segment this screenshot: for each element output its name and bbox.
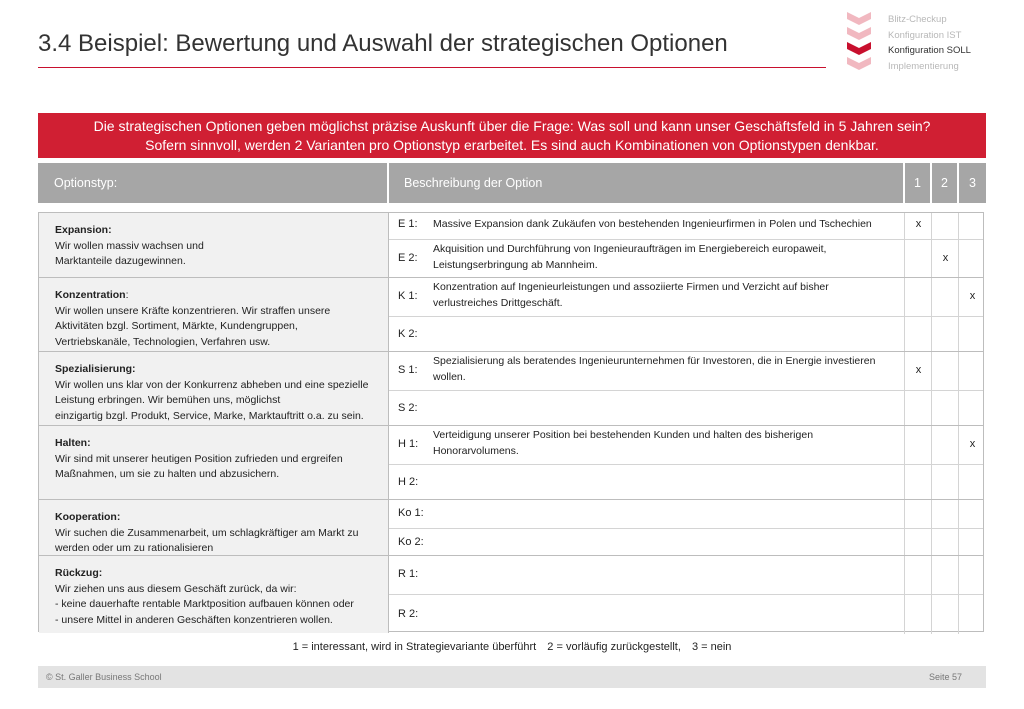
column-divider	[958, 352, 959, 390]
column-divider	[958, 391, 959, 426]
option-row	[389, 213, 983, 239]
option-type-title	[55, 223, 378, 239]
option-row	[389, 528, 983, 556]
column-divider	[904, 465, 905, 500]
option-description	[433, 242, 893, 273]
rating-legend	[0, 641, 1024, 653]
option-description-line: verlustreiches Drittgeschäft.	[433, 296, 563, 309]
column-divider	[904, 556, 905, 594]
option-code: H 1:	[398, 438, 419, 450]
table-row	[39, 213, 983, 277]
title-divider	[38, 67, 826, 68]
option-description	[433, 428, 893, 459]
column-divider	[931, 529, 932, 556]
option-type-title	[55, 566, 378, 582]
option-row	[389, 594, 983, 634]
column-divider	[904, 278, 905, 316]
legend-item: 3 = nein	[691, 641, 732, 653]
header-col-2: 2	[932, 163, 957, 203]
table-row	[39, 277, 983, 351]
option-description-line: Honorarvolumens.	[433, 444, 519, 457]
chevron-icon	[847, 42, 871, 55]
column-divider	[931, 426, 932, 464]
option-row	[389, 464, 983, 500]
column-divider	[958, 595, 959, 634]
chevron-icon	[847, 27, 871, 40]
option-type-description: Aktivitäten bzgl. Sortiment, Märkte, Kundengruppen,	[55, 320, 298, 332]
option-type-title	[55, 510, 378, 526]
option-row	[389, 239, 983, 277]
nav-item-konfiguration-ist[interactable]: Konfiguration IST	[888, 29, 962, 41]
header-beschreibung: Beschreibung der Option	[389, 163, 903, 203]
header-col-3: 3	[959, 163, 986, 203]
column-divider	[904, 426, 905, 464]
header-col-1: 1	[905, 163, 930, 203]
option-type-title-text: Spezialisierung:	[55, 363, 136, 375]
option-type-cell	[39, 352, 389, 425]
page-title: 3.4 Beispiel: Bewertung und Auswahl der strategischen Optionen	[38, 30, 728, 57]
option-type-title-text: Kooperation:	[55, 511, 121, 523]
column-divider	[958, 426, 959, 464]
column-divider	[958, 213, 959, 239]
column-divider	[904, 317, 905, 352]
process-nav	[888, 12, 971, 74]
header-optionstyp: Optionstyp:	[38, 163, 387, 203]
option-code: Ko 1:	[398, 507, 424, 519]
rating-mark: x	[969, 438, 976, 450]
column-divider	[931, 317, 932, 352]
option-code: S 2:	[398, 402, 418, 414]
column-divider	[931, 500, 932, 528]
option-type-description: - keine dauerhafte rentable Marktposition aufbauen können oder	[55, 598, 354, 610]
option-row	[389, 352, 983, 390]
column-divider	[958, 240, 959, 277]
option-type-title	[55, 288, 378, 304]
option-type-description: einzigartig bzgl. Produkt, Service, Marke, Marktauftritt o.a. zu sein.	[55, 409, 364, 422]
option-type-cell	[39, 426, 389, 499]
column-divider	[958, 529, 959, 556]
column-divider	[904, 500, 905, 528]
option-row	[389, 426, 983, 464]
option-description	[433, 354, 893, 385]
chevron-icon	[847, 12, 871, 25]
option-type-description: Wir wollen uns klar von der Konkurrenz abheben und eine spezielle	[55, 378, 369, 391]
option-description-line: Konzentration auf Ingenieurleistungen und assoziierte Firmen und Verzicht auf bisher	[433, 281, 829, 293]
option-row	[389, 390, 983, 426]
option-type-description: Vertriebskanäle, Technologien, Verfahren usw.	[55, 335, 271, 348]
option-type-title	[55, 436, 378, 452]
option-type-title-text: Rückzug:	[55, 567, 103, 579]
footer-copyright: © St. Galler Business School	[46, 672, 162, 682]
column-divider	[958, 465, 959, 500]
option-type-cell	[39, 556, 389, 633]
option-type-description: Maßnahmen, um sie zu halten und abzusichern.	[55, 468, 280, 480]
option-type-description: Wir suchen die Zusammenarbeit, um schlagkräftiger am Markt zu	[55, 526, 359, 539]
legend-item: 2 = vorläufig zurückgestellt,	[547, 641, 681, 653]
table-row	[39, 555, 983, 633]
option-type-cell	[39, 500, 389, 555]
option-description-line: Verteidigung unserer Position bei bestehenden Kunden und halten des bisherigen	[433, 429, 814, 441]
column-divider	[931, 391, 932, 426]
option-code: H 2:	[398, 476, 419, 488]
option-code: S 1:	[398, 364, 418, 376]
option-type-description: Leistung erbringen. Wir bemühen uns, möglichst	[55, 394, 281, 406]
column-divider	[958, 556, 959, 594]
rating-mark: x	[915, 218, 922, 230]
column-divider	[904, 240, 905, 277]
nav-item-blitz-checkup[interactable]: Blitz-Checkup	[888, 14, 947, 25]
option-type-description: Wir wollen unsere Kräfte konzentrieren. Wir straffen unsere	[55, 304, 331, 317]
key-question-banner	[38, 113, 986, 158]
option-row	[389, 556, 983, 594]
column-divider	[931, 213, 932, 239]
option-code: K 1:	[398, 290, 418, 302]
option-type-cell	[39, 278, 389, 351]
rating-mark: x	[942, 252, 949, 264]
option-description-line: Spezialisierung als beratendes Ingenieurunternehmen für Investoren, die in Energie investieren	[433, 355, 876, 367]
option-code: R 2:	[398, 608, 419, 620]
column-divider	[931, 556, 932, 594]
option-type-title-text: Halten:	[55, 437, 91, 449]
option-row	[389, 278, 983, 316]
column-divider	[958, 278, 959, 316]
column-divider	[958, 500, 959, 528]
footer-page-number: Seite 57	[928, 672, 962, 682]
footer-bar	[38, 666, 986, 688]
option-type-title-text: Expansion:	[55, 224, 112, 236]
option-description-line: Massive Expansion dank Zukäufen von bestehenden Ingenieurfirmen in Polen und Tschechien	[433, 218, 872, 230]
option-type-description: Wir sind mit unserer heutigen Position zufrieden und ergreifen	[55, 452, 343, 465]
option-row	[389, 500, 983, 528]
rating-mark: x	[915, 364, 922, 376]
column-divider	[958, 317, 959, 352]
option-code: K 2:	[398, 328, 418, 340]
option-type-title	[55, 362, 378, 378]
option-row	[389, 316, 983, 352]
option-type-cell	[39, 213, 389, 277]
option-code: R 1:	[398, 568, 419, 580]
option-type-title-text: Konzentration	[55, 289, 126, 301]
nav-item-implementierung[interactable]: Implementierung	[888, 60, 959, 72]
option-code: Ko 2:	[398, 536, 424, 548]
option-description-line: Akquisition und Durchführung von Ingenieuraufträgen im Energiebereich europaweit,	[433, 243, 827, 255]
banner-line-1: Die strategischen Optionen geben möglichst präzise Auskunft über die Frage: Was soll und kann unser Geschäftsfeld in 5 Jahren sein?	[93, 118, 931, 134]
table-row	[39, 351, 983, 425]
chevron-icon	[847, 57, 871, 70]
legend-item: 1 = interessant, wird in Strategievariante überführt	[292, 641, 537, 653]
column-divider	[931, 240, 932, 277]
nav-item-konfiguration-soll[interactable]: Konfiguration SOLL	[888, 45, 971, 56]
column-divider	[931, 595, 932, 634]
option-code: E 1:	[398, 218, 418, 230]
option-code: E 2:	[398, 252, 418, 264]
column-divider	[904, 595, 905, 634]
options-table	[38, 212, 984, 632]
table-row	[39, 425, 983, 499]
column-divider	[931, 278, 932, 316]
option-description-line: wollen.	[433, 370, 466, 383]
column-divider	[931, 352, 932, 390]
option-description-line: Leistungserbringung ab Mannheim.	[433, 258, 598, 271]
option-description	[433, 280, 893, 311]
option-type-description: - unsere Mittel in anderen Geschäften konzentrieren wollen.	[55, 613, 333, 626]
column-divider	[931, 465, 932, 500]
column-divider	[904, 391, 905, 426]
banner-line-2: Sofern sinnvoll, werden 2 Varianten pro Optionstyp erarbeitet. Es sind auch Kombinationen von Optionstypen denkbar.	[145, 137, 879, 153]
option-type-description: Marktanteile dazugewinnen.	[55, 255, 186, 267]
option-type-title-suffix: :	[125, 289, 129, 301]
column-divider	[904, 352, 905, 390]
column-divider	[904, 213, 905, 239]
option-type-description: Wir wollen massiv wachsen und	[55, 239, 204, 252]
table-row	[39, 499, 983, 555]
option-type-description: Wir ziehen uns aus diesem Geschäft zurück, da wir:	[55, 582, 297, 595]
rating-mark: x	[969, 290, 976, 302]
option-description	[433, 217, 893, 233]
progress-chevrons-icon	[846, 8, 872, 78]
column-divider	[904, 529, 905, 556]
option-type-description: werden oder um zu rationalisieren	[55, 542, 214, 554]
